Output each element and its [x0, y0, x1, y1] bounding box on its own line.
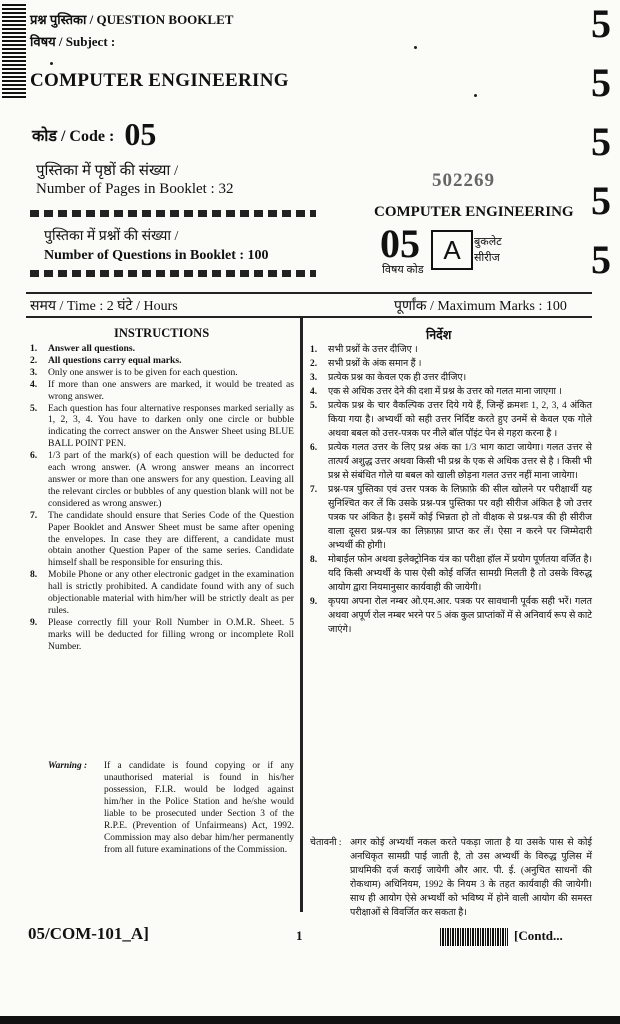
instructions-heading-hi: निर्देश — [426, 328, 452, 342]
instructions-list-hi — [310, 343, 592, 637]
instruction-item: 7. प्रश्न-पत्र पुस्तिका एवं उत्तर पत्रक के लिफ़ाफ़े की सील खोलने पर परीक्षार्थी यह सुनिश्चित कर लें कि उसके प्रश्न-पत्र पुस्तिका पर वही सीरीज अंकित है जो उत्तर पत्रक पर अंकित है। इसमें कोई भिन्नता हो तो वीक्षक से प्रश्न-पत्र की ही सीरीज वाला दूसरा प्रश्न-पत्र का लिफ़ाफ़ा प्राप्त कर लें। ऐसा न करने पर जिम्मेदारी अभ्यर्थी की होगी। — [310, 485, 592, 551]
big-code: 05 — [380, 221, 420, 266]
series-digit: 5 — [591, 237, 611, 282]
dashed-rule — [30, 210, 316, 217]
serial-stamp: 502269 — [432, 170, 495, 191]
instruction-item: 5. Each question has four alternative responses marked serially as 1, 2, 3, 4. You have to darken only one circle or bubble indicating the correct answer on the Answer Sheet using BLUE BALL POINT PEN. — [30, 402, 294, 450]
code-label: कोड / Code : — [32, 128, 115, 145]
max-marks-label: पूर्णांक / Maximum Marks : 100 — [394, 299, 567, 314]
column-divider — [300, 318, 303, 912]
dashed-rule — [30, 270, 316, 277]
series-digit-column — [588, 1, 614, 299]
scan-speck — [414, 46, 417, 49]
contd-label: [Contd... — [514, 928, 563, 943]
booklet-label: प्रश्न पुस्तिका / QUESTION BOOKLET — [30, 12, 234, 27]
instruction-item: 3. प्रत्येक प्रश्न का केवल एक ही उत्तर दीजिए। — [310, 373, 467, 383]
instructions-heading-en: INSTRUCTIONS — [114, 326, 210, 340]
warning-hi — [310, 836, 592, 920]
instruction-item: 9. Please correctly fill your Roll Number in O.M.R. Sheet. 5 marks will be deducted for filling wrong or incomplete Roll Number. — [30, 616, 294, 652]
page-number: 1 — [296, 928, 303, 943]
series-digit: 5 — [591, 119, 611, 164]
footer-barcode — [440, 928, 508, 946]
instruction-item: 4. If more than one answers are marked, it would be treated as wrong answer. — [30, 378, 294, 402]
footer-booklet-code: 05/COM-101_A] — [28, 924, 149, 943]
right-subject: COMPUTER ENGINEERING — [374, 204, 574, 220]
instruction-item: 2. All questions carry equal marks. — [30, 354, 182, 366]
series-digit: 5 — [591, 178, 611, 223]
series-letter-box: A — [431, 230, 473, 270]
instruction-item: 1. सभी प्रश्नों के उत्तर दीजिए । — [310, 345, 418, 355]
instruction-item: 3. Only one answer is to be given for each question. — [30, 366, 238, 378]
instruction-item: 9. कृपया अपना रोल नम्बर ओ.एम.आर. पत्रक पर सावधानी पूर्वक सही भरें। गलत अथवा अपूर्ण रोल नम्बर भरने पर 5 अंक कुल प्राप्तांकों में से अनिवार्य रूप से काटे जाएंगे। — [310, 597, 592, 635]
warning-en — [48, 760, 294, 856]
instructions-list-en — [30, 343, 294, 653]
time-label: समय / Time : 2 घंटे / Hours — [30, 299, 178, 314]
subject-title: COMPUTER ENGINEERING — [30, 70, 289, 91]
code-row — [32, 116, 156, 153]
subject-label: विषय / Subject : — [30, 34, 116, 49]
warning-text-hi: अगर कोई अभ्यर्थी नकल करते पकड़ा जाता है या उसके पास से कोई अनधिकृत सामग्री पाई जाती है, तो उस अभ्यर्थी के विरुद्ध पुलिस में प्राथमिकी दर्ज कराई जायेगी और आर. पी. ई. (अनुचित साधनों की रोकथाम) अधिनियम, 1992 के नियम 3 के तहत कार्यवाही की जायेगी। साथ ही आयोग ऐसे अभ्यर्थी को भविष्य में होने वाली आयोग की समस्त परीक्षाओं से विवर्जित कर सकता है। — [350, 838, 592, 918]
instruction-item: 6. 1/3 part of the mark(s) of each question will be deducted for each wrong answer. (A wrong answer means an incorrect answer or more than one answers for any question. Leaving all the relevant circles or bubbles of any question blank will not be considered as wrong answer.) — [30, 450, 294, 509]
scan-speck — [50, 62, 53, 65]
instruction-item: 8. Mobile Phone or any other electronic gadget in the examination hall is strictly prohibited. A candidate found with any of such objectionable material with him/her will be strictly dealt as per rules. — [30, 569, 294, 616]
booklet-series-label-2: सीरीज — [474, 252, 500, 264]
questions-label-en: Number of Questions in Booklet : 100 — [44, 248, 269, 263]
warning-label-hi: चेतावनी : — [310, 838, 342, 848]
rule-top — [26, 292, 592, 294]
instruction-item: 2. सभी प्रश्नों के अंक समान हैं । — [310, 359, 422, 369]
code-value: 05 — [124, 116, 157, 152]
series-digit: 5 — [591, 60, 611, 105]
barcode-strip — [2, 4, 26, 98]
instruction-item: 8. मोबाईल फोन अथवा इलेक्ट्रोनिक यंत्र का परीक्षा हॉल में प्रयोग पूर्णतया वर्जित है। यदि किसी अभ्यर्थी के पास ऐसी कोई वर्जित सामग्री मिलती है तो उसके विरुद्ध आयोग द्वारा नियमानुसार कार्यवाही की जायेगी। — [310, 555, 592, 593]
scan-speck — [474, 94, 477, 97]
series-digit: 5 — [591, 1, 611, 46]
rule-below-time — [26, 316, 592, 318]
pages-label-hi: पुस्तिका में पृष्ठों की संख्या / — [36, 163, 179, 179]
instruction-item: 6. प्रत्येक गलत उत्तर के लिए प्रश्न अंक का 1/3 भाग काटा जायेगा। गलत उत्तर से तात्पर्य अशुद्ध उत्तर अथवा किसी भी प्रश्न के एक से अधिक उत्तर से है । किसी भी प्रश्न से संबंधित गोले या बबल को खाली छोड़ना गलत उत्तर नहीं माना जायेगा। — [310, 443, 592, 481]
questions-label-hi: पुस्तिका में प्रश्नों की संख्या / — [44, 229, 179, 244]
instruction-item: 1. Answer all questions. — [30, 343, 135, 354]
warning-text-en: If a candidate is found copying or if any unauthorised material is found in his/her possession, F.I.R. would be lodged against him/her in the Police Station and he/she would liable to be prosecuted under Section 3 of the R.P.E. (Prevention of Unfairmeans) Act, 1992. Commission may also debar him/her permanently from all future examinations of the Commission. — [104, 761, 294, 855]
instruction-item: 7. The candidate should ensure that Series Code of the Question Paper Booklet and Answer Sheet must be same after opening the envelopes. In case they are different, a candidate must obtain another Question Paper of the same series. Candidate himself shall be responsible for ensuring this. — [30, 509, 294, 569]
instruction-item: 4. एक से अधिक उत्तर देने की दशा में प्रश्न के उत्तर को गलत माना जाएगा । — [310, 387, 562, 397]
instruction-item: 5. प्रत्येक प्रश्न के चार वैकल्पिक उत्तर दिये गये हैं, जिन्हें क्रमशः 1, 2, 3, 4 अंकित किया गया है। अभ्यर्थी को सही उत्तर निर्दिष्ट करते हुए उनमें से केवल एक गोले अथवा बबल को उत्तर-पत्रक पर नीले बॉल पॉइंट पेन से गहरा करना है । — [310, 401, 592, 439]
warning-label-en: Warning : — [48, 761, 88, 771]
booklet-series-label-1: बुकलेट — [474, 236, 502, 248]
bottom-scan-bar — [0, 1016, 620, 1024]
subject-code-label: विषय कोड — [382, 264, 424, 276]
pages-label-en: Number of Pages in Booklet : 32 — [36, 181, 234, 197]
